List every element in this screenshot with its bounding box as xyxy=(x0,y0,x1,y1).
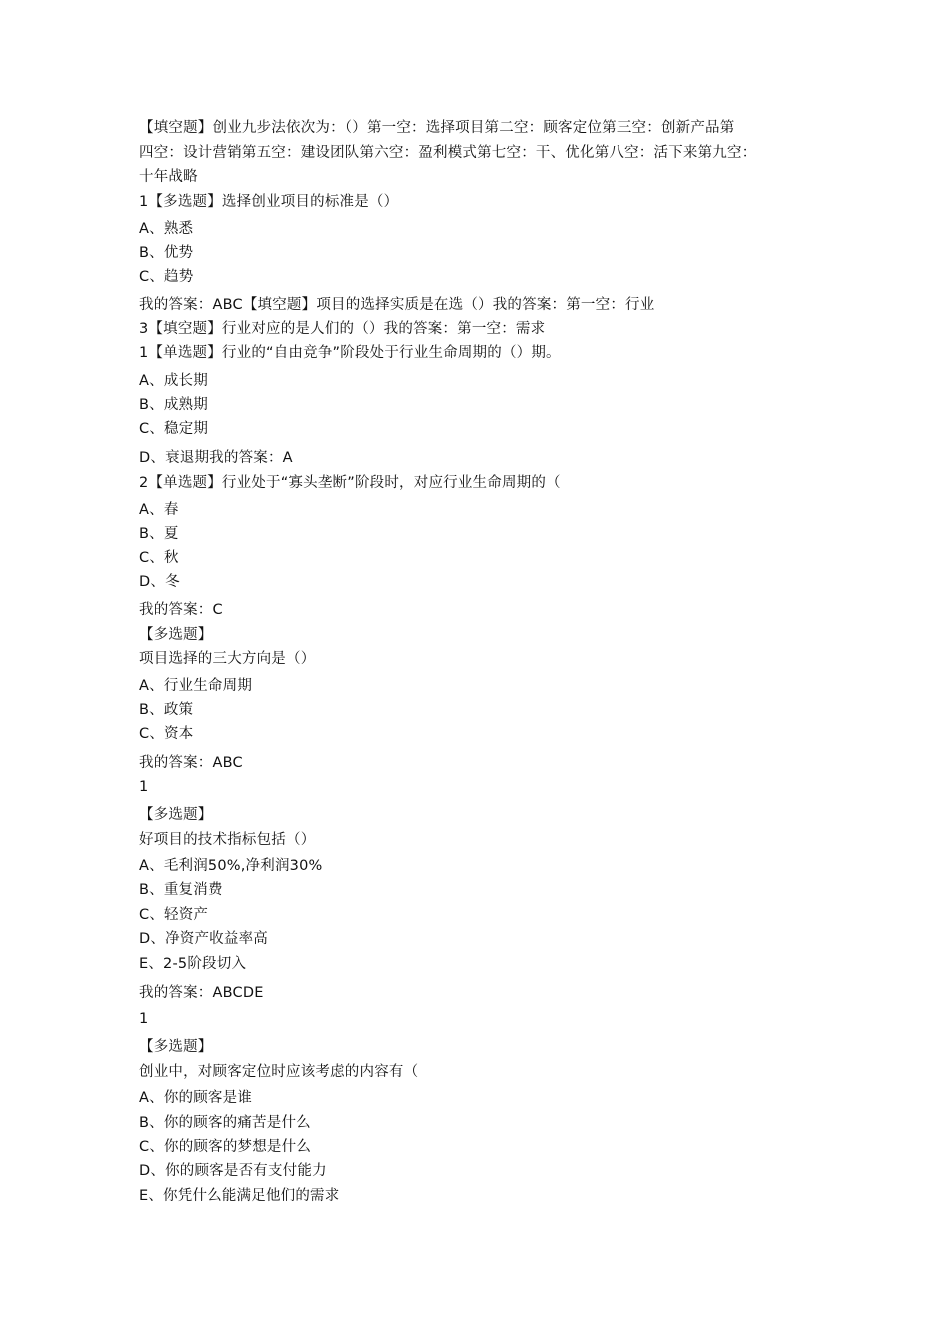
option-item: B、成熟期 xyxy=(139,397,208,413)
question-title: 项目选择的三大方向是（） xyxy=(139,651,316,667)
question-number: 1 xyxy=(139,1011,149,1027)
text-line: 四空：设计营销第五空：建设团队第六空：盈利模式第七空：干、优化第八空：活下来第九空： xyxy=(139,145,757,161)
option-item: B、优势 xyxy=(139,245,194,261)
option-item: D、冬 xyxy=(139,574,180,590)
option-item: C、趋势 xyxy=(139,269,194,285)
option-item: B、你的顾客的痛苦是什么 xyxy=(139,1115,311,1131)
option-item: C、资本 xyxy=(139,726,194,742)
option-item: A、毛利润50%,净利润30% xyxy=(139,858,323,874)
question-title: 创业中，对顾客定位时应该考虑的内容有（ xyxy=(139,1064,419,1080)
question-type: 【多选题】 xyxy=(139,1039,213,1055)
answer-line: 我的答案：ABC【填空题】项目的选择实质是在选（）我的答案：第一空：行业 xyxy=(139,297,655,313)
question-title: 2【单选题】行业处于“寡头垄断”阶段时，对应行业生命周期的（ xyxy=(139,475,561,491)
option-item: D、净资产收益率高 xyxy=(139,931,268,947)
option-item: B、重复消费 xyxy=(139,882,223,898)
option-item: E、你凭什么能满足他们的需求 xyxy=(139,1188,340,1204)
option-item: A、你的顾客是谁 xyxy=(139,1090,253,1106)
question-number: 1 xyxy=(139,779,149,795)
question-type: 【多选题】 xyxy=(139,807,213,823)
answer-line: 我的答案：ABC xyxy=(139,755,243,771)
option-item: A、行业生命周期 xyxy=(139,678,253,694)
text-line: 十年战略 xyxy=(139,169,198,185)
option-item: C、稳定期 xyxy=(139,421,209,437)
question-title: 好项目的技术指标包括（） xyxy=(139,832,316,848)
option-item: A、春 xyxy=(139,502,179,518)
option-item: C、秋 xyxy=(139,550,179,566)
option-item: E、2-5阶段切入 xyxy=(139,956,247,972)
question-title: 1【单选题】行业的“自由竞争”阶段处于行业生命周期的（）期。 xyxy=(139,345,561,361)
option-item: D、衰退期我的答案：A xyxy=(139,450,293,466)
question-title: 1【多选题】选择创业项目的标准是（） xyxy=(139,194,399,210)
option-item: B、政策 xyxy=(139,702,194,718)
option-item: A、熟悉 xyxy=(139,221,194,237)
option-item: C、你的顾客的梦想是什么 xyxy=(139,1139,312,1155)
option-item: A、成长期 xyxy=(139,373,208,389)
option-item: C、轻资产 xyxy=(139,907,209,923)
option-item: D、你的顾客是否有支付能力 xyxy=(139,1163,327,1179)
question-type: 【多选题】 xyxy=(139,627,213,643)
option-item: B、夏 xyxy=(139,526,179,542)
question-title: 3【填空题】行业对应的是人们的（）我的答案：第一空：需求 xyxy=(139,321,546,337)
text-line: 【填空题】创业九步法依次为：（）第一空：选择项目第二空：顾客定位第三空：创新产品第 xyxy=(139,120,735,136)
answer-line: 我的答案：ABCDE xyxy=(139,985,264,1001)
answer-line: 我的答案：C xyxy=(139,602,223,618)
